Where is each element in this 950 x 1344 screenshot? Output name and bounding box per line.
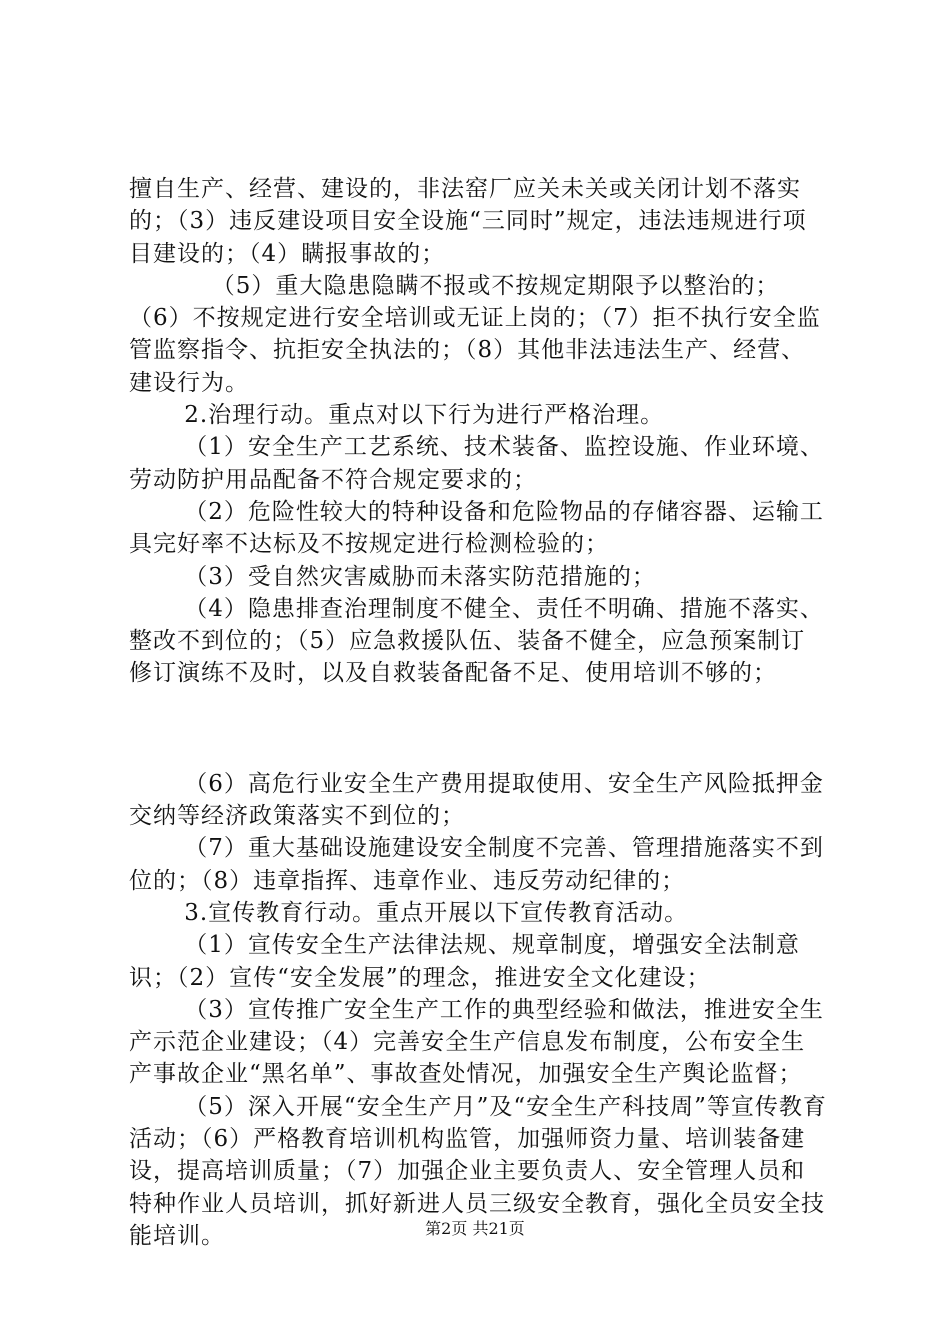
paragraph: （5）深入开展“安全生产月”及“安全生产科技周”等宣传教育活动；（6）严格教育培训机构监管，加强师资力量、培训装备建设，提高培训质量；（7）加强企业主要负责人、安全管理人员和特种作业人员培训，抓好新进人员三级安全教育，强化全员安全技能培训。 xyxy=(129,1093,827,1249)
paragraph: （2）危险性较大的特种设备和危险物品的存储容器、运输工具完好率不达标及不按规定进行检测检验的； xyxy=(129,498,824,558)
paragraph: （3）宣传推广安全生产工作的典型经验和做法，推进安全生产示范企业建设；（4）完善安全生产信息发布制度，公布安全生产事故企业“黑名单”、事故查处情况，加强安全生产舆论监督； xyxy=(129,996,824,1088)
paragraph: 2.治理行动。重点对以下行为进行严格治理。 xyxy=(184,402,665,429)
paragraph xyxy=(129,713,829,745)
paragraph: 擅自生产、经营、建设的，非法窑厂应关未关或关闭计划不落实的；（3）违反建设项目安全设施“三同时”规定，违法违规进行项目建设的；（4）瞒报事故的； xyxy=(129,176,807,267)
paragraph: （1）安全生产工艺系统、技术装备、监控设施、作业环境、劳动防护用品配备不符合规定要求的； xyxy=(129,434,824,493)
paragraph: （5）重大隐患隐瞒不报或不按规定期限予以整治的； xyxy=(211,272,780,299)
paragraph: 3.宣传教育行动。重点开展以下宣传教育活动。 xyxy=(184,899,689,926)
paragraph: （6）不按规定进行安全培训或无证上岗的；（7）拒不执行安全监管监察指令、抗拒安全执法的；（8）其他非法违法生产、经营、建设行为。 xyxy=(129,305,821,396)
paragraph: （1）宣传安全生产法律法规、规章制度，增强安全法制意识；（2）宣传“安全发展”的理念，推进安全文化建设； xyxy=(129,932,800,991)
page-footer: 第2页 共21页 xyxy=(425,1219,525,1238)
paragraph: （7）重大基础设施建设安全制度不完善、管理措施落实不到位的；（8）违章指挥、违章作业、违反劳动纪律的； xyxy=(129,835,824,894)
paragraph: （3）受自然灾害威胁而未落实防范措施的； xyxy=(184,563,656,590)
paragraph: （4）隐患排查治理制度不健全、责任不明确、措施不落实、整改不到位的；（5）应急救援队伍、装备不健全，应急预案制订修订演练不及时，以及自救装备配备不足、使用培训不够的； xyxy=(129,595,824,687)
document-body xyxy=(129,173,829,1252)
paragraph: （6）高危行业安全生产费用提取使用、安全生产风险抵押金交纳等经济政策落实不到位的； xyxy=(129,770,824,830)
